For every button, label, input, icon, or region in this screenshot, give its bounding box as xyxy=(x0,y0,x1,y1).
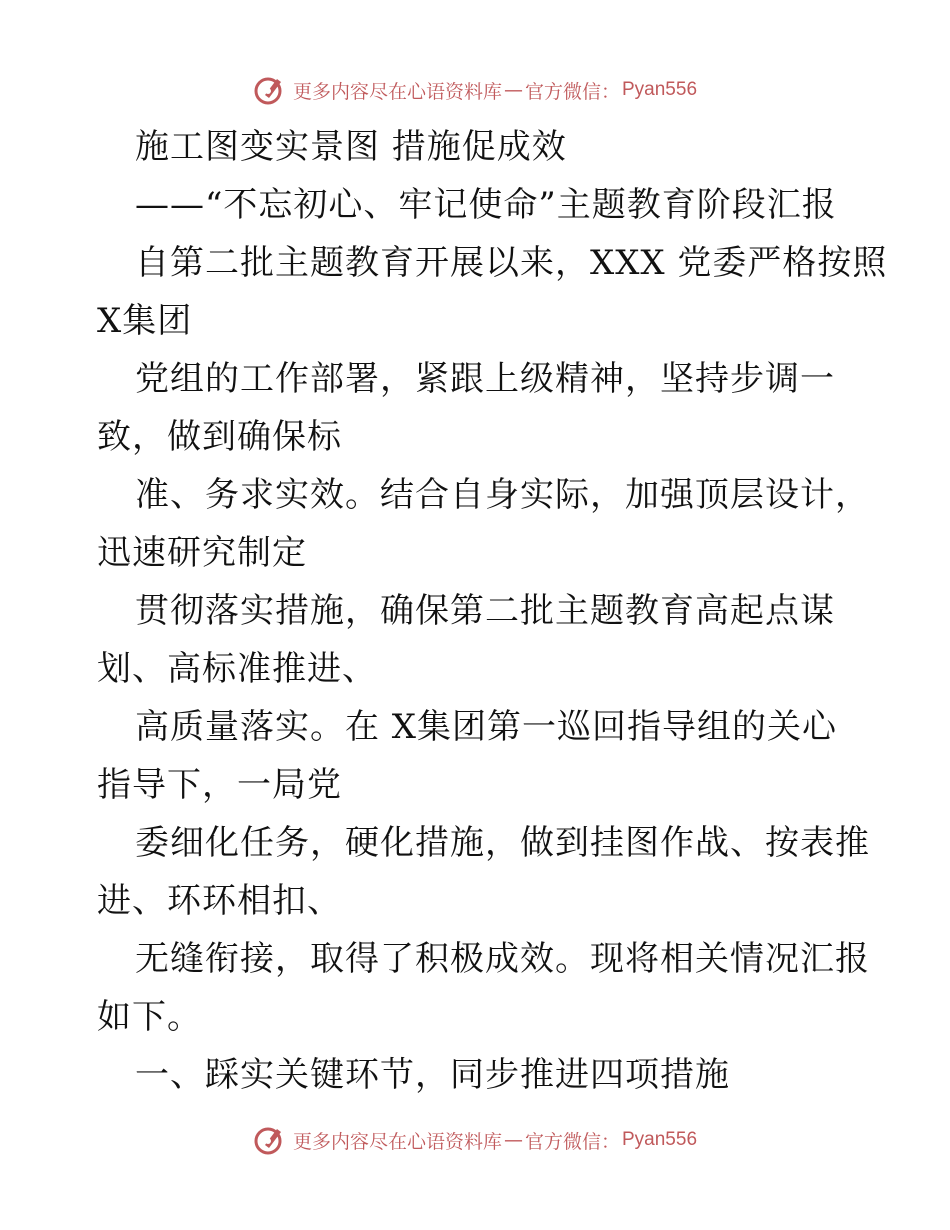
pen-nib-circle-icon xyxy=(253,1123,287,1157)
paragraph-line: 委细化任务，硬化措施，做到挂图作战、按表推 xyxy=(135,823,870,863)
paragraph-line: 致，做到确保标 xyxy=(97,417,342,457)
watermark-account-label: 官方微信： xyxy=(524,1130,620,1153)
document-title: 施工图变实景图 措施促成效 xyxy=(135,127,567,167)
watermark-account-handle: Pyan556 xyxy=(622,79,698,100)
paragraph-line: 划、高标准推进、 xyxy=(97,649,377,689)
watermark-account-handle: Pyan556 xyxy=(622,1129,698,1150)
paragraph-line: X集团 xyxy=(97,301,193,341)
paragraph-line: 党组的工作部署，紧跟上级精神，坚持步调一 xyxy=(135,359,835,399)
watermark-separator: — xyxy=(503,1129,523,1151)
paragraph-line: 如下。 xyxy=(97,997,202,1037)
paragraph-line: 迅速研究制定 xyxy=(97,533,307,573)
paragraph-line: 进、环环相扣、 xyxy=(97,881,342,921)
paragraph-line: 指导下，一局党 xyxy=(97,765,342,805)
watermark-separator: — xyxy=(503,79,523,101)
pen-nib-circle-icon xyxy=(253,73,287,107)
document-body xyxy=(97,118,888,1104)
paragraph-line: 无缝衔接，取得了积极成效。现将相关情况汇报 xyxy=(135,939,870,979)
watermark-footer xyxy=(0,1120,950,1160)
paragraph-line: 贯彻落实措施，确保第二批主题教育高起点谋 xyxy=(135,591,835,631)
watermark-text: 更多内容尽在心语资料库 xyxy=(292,1130,502,1153)
document-subtitle: ——“不忘初心、牢记使命”主题教育阶段汇报 xyxy=(135,185,837,225)
section-heading: 一、踩实关键环节，同步推进四项措施 xyxy=(135,1055,730,1095)
paragraph-line: 自第二批主题教育开展以来，XXX 党委严格按照 xyxy=(135,243,888,283)
watermark-account-label: 官方微信： xyxy=(524,80,620,103)
paragraph-line: 高质量落实。在 X集团第一巡回指导组的关心 xyxy=(135,707,838,747)
watermark-text: 更多内容尽在心语资料库 xyxy=(292,80,502,103)
paragraph-line: 准、务求实效。结合自身实际，加强顶层设计， xyxy=(135,475,870,515)
watermark-header xyxy=(0,70,950,110)
